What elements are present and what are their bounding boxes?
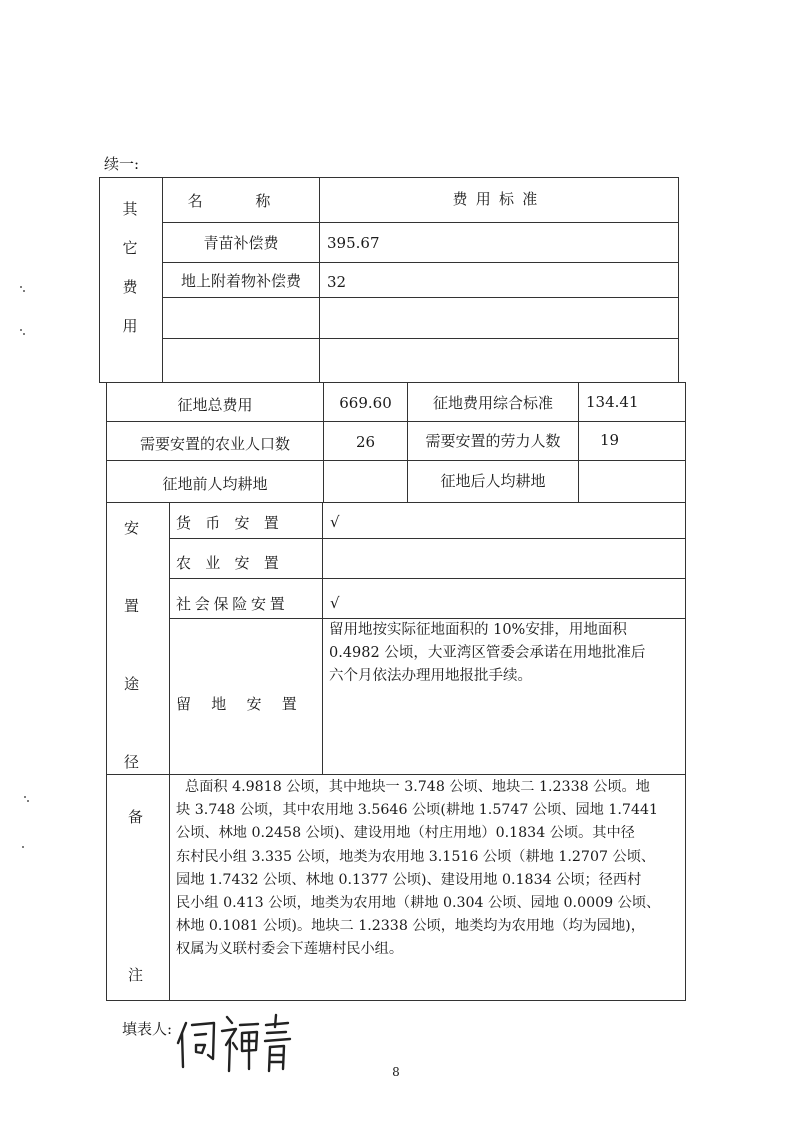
scan-speck — [20, 329, 22, 331]
column-header-standard: 费用标准 — [452, 190, 546, 208]
remarks-line: 林地 0.1081 公顷)。地块二 1.2338 公顷，地类均为农用地（均为园地)， — [176, 918, 645, 935]
section-char: 用 — [122, 317, 138, 335]
section-char: 费 — [122, 278, 138, 296]
fee-name-row-1: 青苗补偿费 — [203, 234, 279, 252]
agri-population-label: 需要安置的农业人口数 — [139, 435, 290, 453]
remarks-line: 权属为义联村委会下莲塘村民小组。 — [176, 941, 404, 958]
remarks-line: 块 3.748 公顷，其中农用地 3.5646 公顷(耕地 1.5747 公顷、园地 1.7441 — [176, 802, 659, 819]
resettlement-label-money: 货币安置 — [176, 514, 294, 532]
section-char: 途 — [124, 675, 140, 693]
section-char: 注 — [128, 966, 144, 984]
signature-image — [172, 1005, 302, 1075]
scan-speck — [23, 290, 25, 292]
remarks-line: 公顷、林地 0.2458 公顷)、建设用地（村庄用地）0.1834 公顷。其中径 — [176, 825, 635, 842]
total-fee-label: 征地总费用 — [177, 396, 253, 414]
scan-speck — [24, 796, 26, 798]
scan-speck — [23, 333, 25, 335]
page-number: 8 — [392, 1065, 400, 1079]
section-label-other-fees — [120, 198, 140, 336]
resettlement-label-insurance: 社会保险安置 — [176, 595, 289, 613]
remarks-line: 东村民小组 3.335 公顷，地类为农用地 3.1516 公顷（耕地 1.2707 公顷、 — [176, 848, 656, 865]
remarks-line: 民小组 0.413 公顷，地类为农用地（耕地 0.304 公顷、园地 0.0009 公顷、 — [176, 895, 661, 912]
standard-fee-value: 134.41 — [586, 393, 639, 411]
fee-value-row-2: 32 — [327, 273, 347, 291]
labor-count-value: 19 — [600, 431, 620, 449]
section-char: 径 — [124, 753, 140, 771]
resettlement-label-reserve: 留地安置 — [176, 695, 318, 713]
arable-before-label: 征地前人均耕地 — [162, 475, 268, 493]
section-char: 其 — [122, 200, 138, 218]
section-char: 置 — [124, 597, 140, 615]
remarks-text — [176, 776, 661, 962]
scan-speck — [27, 800, 29, 802]
filler-label: 填表人: — [122, 1020, 173, 1038]
scan-speck — [20, 286, 22, 288]
section-char: 安 — [124, 519, 140, 537]
continuation-label: 续一: — [104, 155, 140, 173]
reserve-text-line: 留用地按实际征地面积的 10%安排，用地面积 — [329, 622, 627, 638]
remarks-line: 园地 1.7432 公顷、林地 0.1377 公顷)、建设用地 0.1834 公顷；径西村 — [176, 871, 642, 888]
reserve-text-line: 0.4982 公顷，大亚湾区管委会承诺在用地批准后 — [329, 645, 646, 662]
fee-value-row-1: 395.67 — [327, 234, 380, 252]
section-char: 它 — [122, 239, 138, 257]
check-mark-insurance: √ — [330, 594, 340, 612]
labor-count-label: 需要安置的劳力人数 — [425, 432, 561, 450]
standard-fee-label: 征地费用综合标准 — [432, 394, 553, 412]
section-char: 备 — [128, 808, 144, 826]
reserve-land-text — [329, 619, 645, 689]
resettlement-label-agriculture: 农业安置 — [176, 554, 294, 572]
reserve-text-line: 六个月依法办理用地报批手续。 — [329, 668, 532, 685]
remarks-line: 总面积 4.9818 公顷，其中地块一 3.748 公顷、地块二 1.2338 公顷。地 — [185, 779, 650, 795]
arable-after-label: 征地后人均耕地 — [440, 472, 546, 490]
check-mark-money: √ — [330, 513, 340, 531]
fee-name-row-2: 地上附着物补偿费 — [180, 272, 301, 290]
agri-population-value: 26 — [355, 433, 376, 451]
column-header-name: 名 称 — [187, 192, 295, 210]
total-fee-value: 669.60 — [339, 394, 392, 412]
scan-speck — [22, 846, 24, 848]
